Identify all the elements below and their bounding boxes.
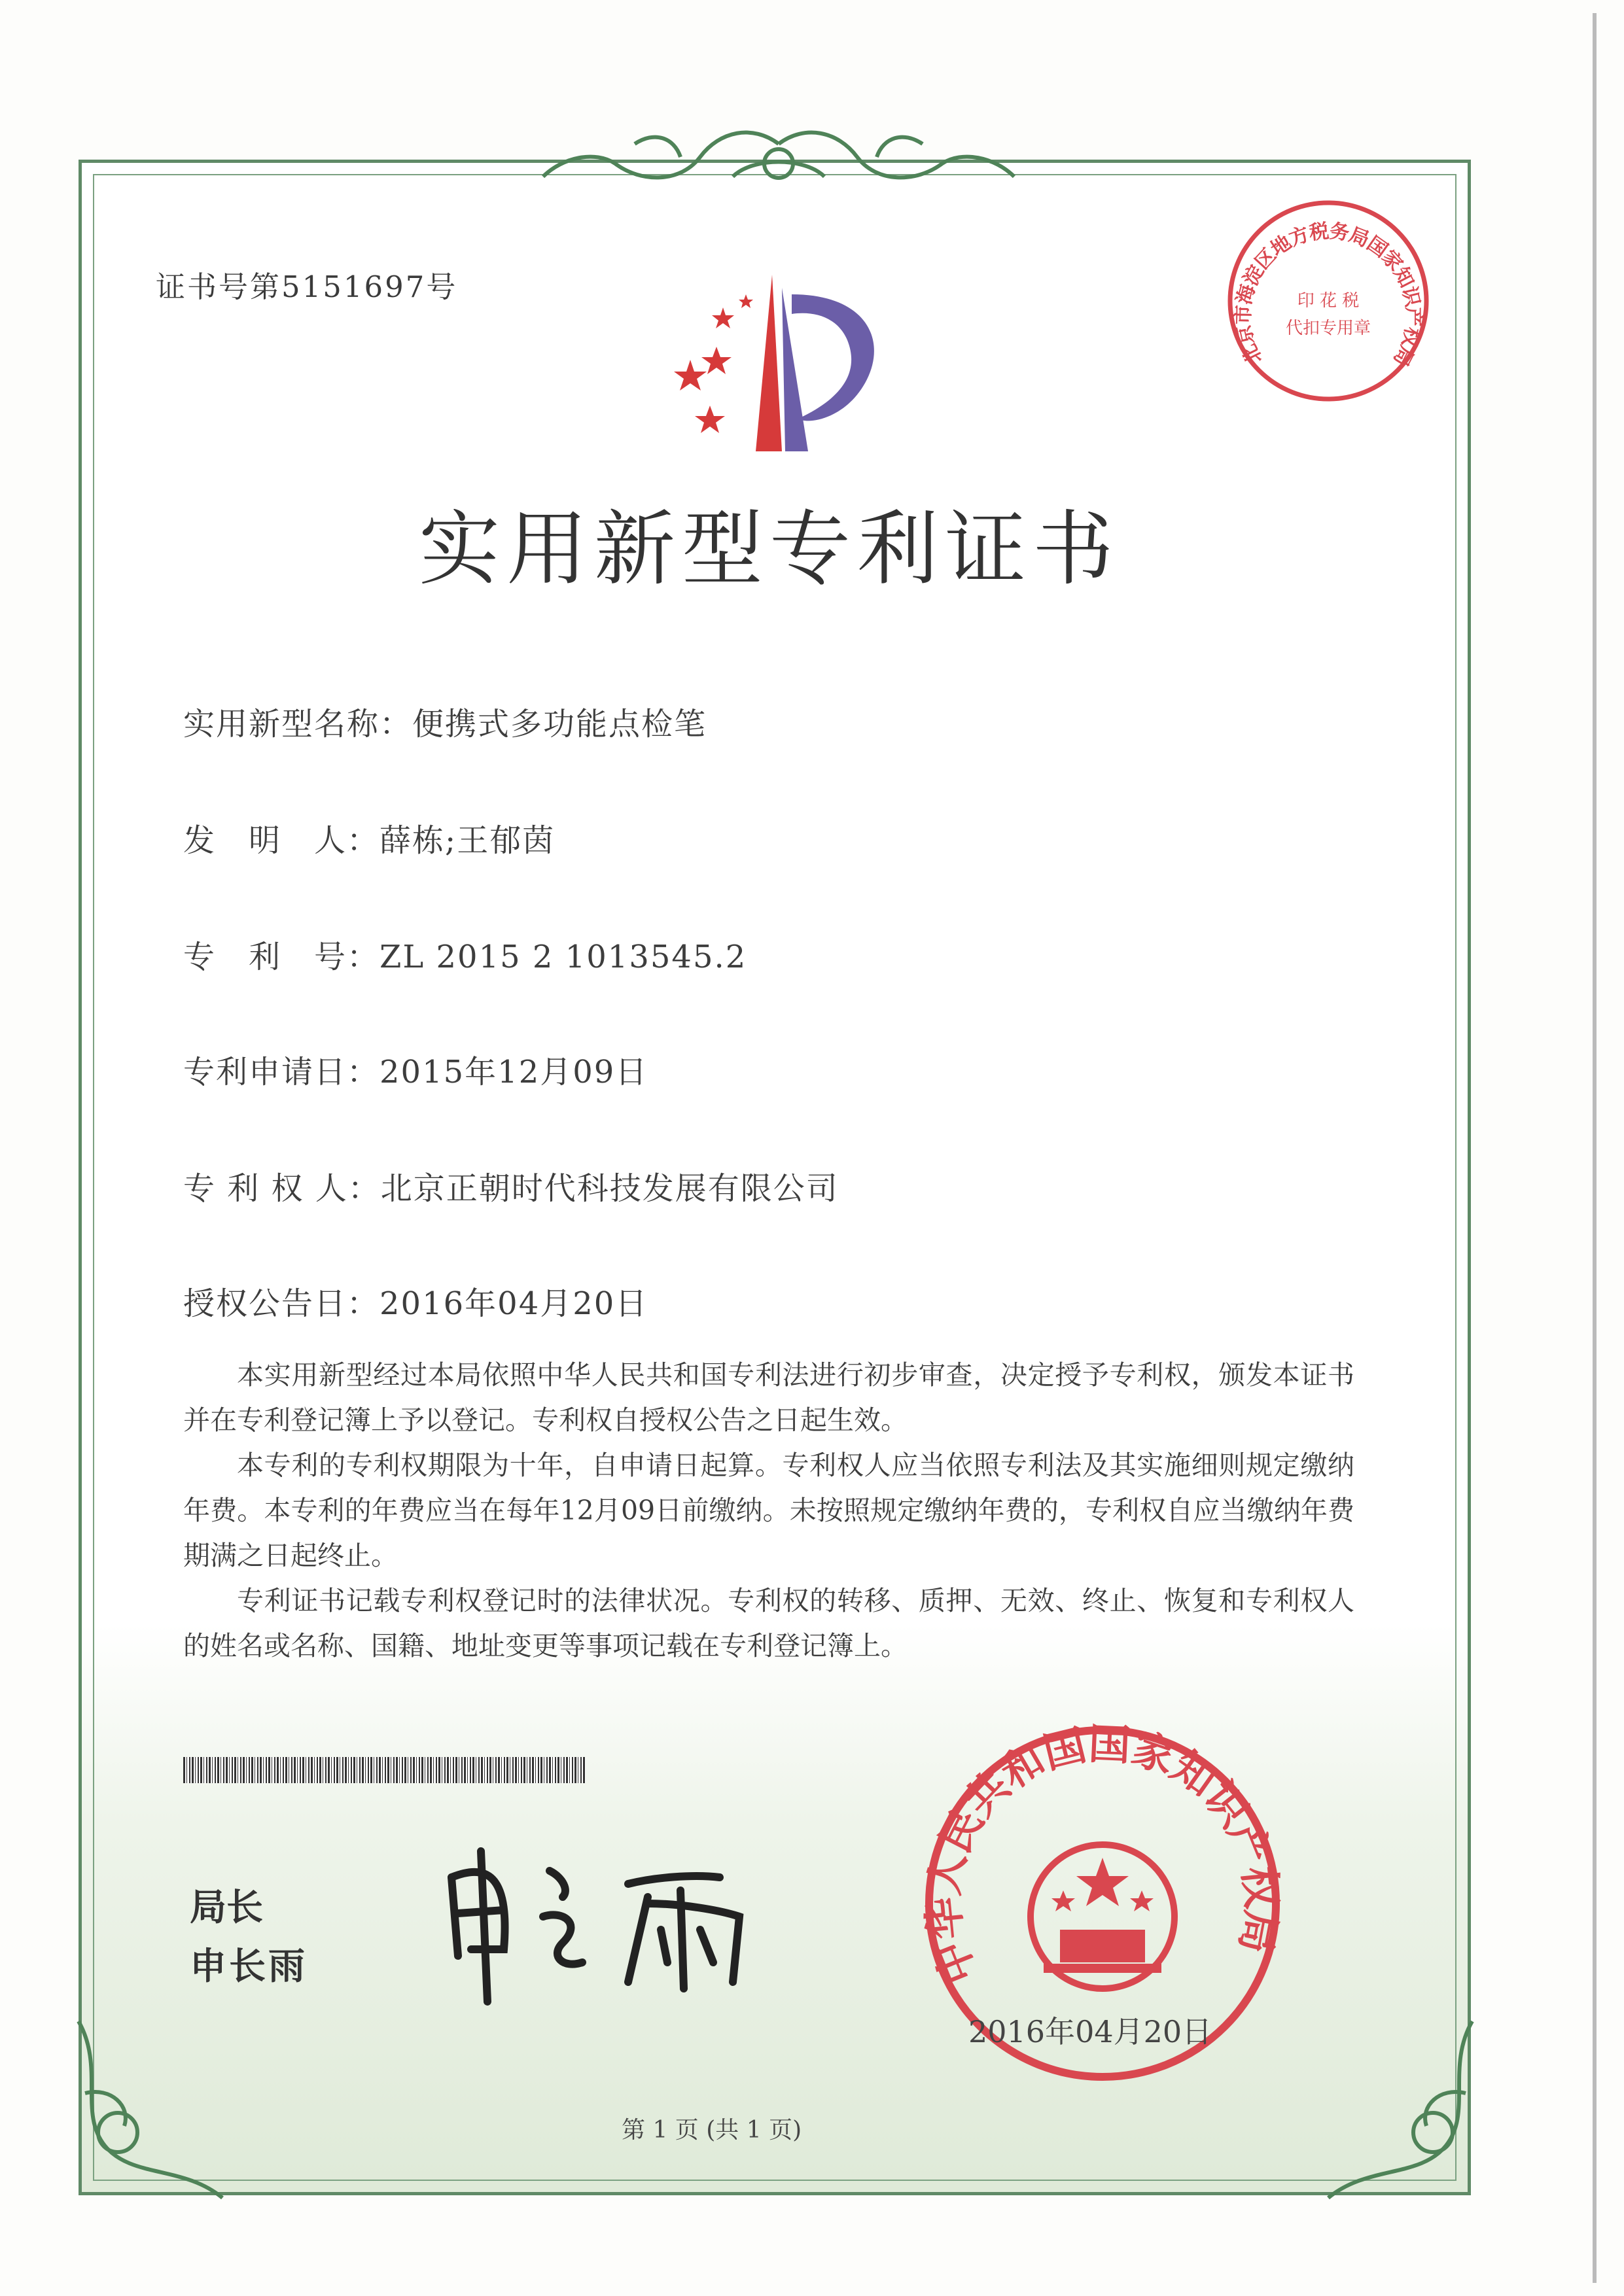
field-label: 专利申请日： bbox=[183, 1054, 380, 1090]
field-value: 薛栋;王郁茵 bbox=[380, 822, 556, 859]
field-grant-date bbox=[183, 1278, 648, 1323]
stamp-ring-text: 北京市海淀区地方税务局国家知识产权局 bbox=[1231, 219, 1425, 370]
national-emblem-icon bbox=[1031, 1845, 1174, 1989]
field-label: 专 利 权 人： bbox=[183, 1170, 381, 1207]
field-label: 专 利 号： bbox=[183, 939, 380, 975]
stamp-center-line1: 印 花 税 bbox=[1297, 291, 1360, 311]
seal-ring-text: 中华人民共和国国家知识产权局 bbox=[919, 1720, 1286, 1991]
notice-paragraph: 专利证书记载专利权登记时的法律状况。专利权的转移、质押、无效、终止、恢复和专利权人的姓名或名称、国籍、地址变更等事项记载在专利登记簿上。 bbox=[183, 1585, 1354, 1661]
handwritten-signature bbox=[432, 1838, 785, 2008]
field-label: 授权公告日： bbox=[183, 1285, 380, 1322]
field-application-date bbox=[183, 1047, 648, 1092]
field-value: ZL 2015 2 1013545.2 bbox=[380, 939, 747, 975]
field-value: 2015年12月09日 bbox=[380, 1054, 648, 1090]
field-utility-model-name bbox=[183, 699, 707, 744]
certificate-number: 证书号第5151697号 bbox=[156, 270, 458, 304]
scan-edge bbox=[1593, 13, 1597, 2283]
barcode bbox=[183, 1757, 586, 1783]
field-inventors bbox=[183, 815, 555, 860]
field-value: 便携式多功能点检笔 bbox=[412, 706, 707, 742]
corner-ornament-right bbox=[1315, 2015, 1485, 2211]
field-value: 北京正朝时代科技发展有限公司 bbox=[380, 1170, 839, 1207]
signatory-name: 申长雨 bbox=[190, 1945, 308, 1988]
certificate-title: 实用新型专利证书 bbox=[419, 502, 1121, 597]
signatory-title: 局长 bbox=[190, 1887, 263, 1929]
notice-paragraph: 本实用新型经过本局依照中华人民共和国专利法进行初步审查，决定授予专利权，颁发本证书并在专利登记簿上予以登记。专利权自授权公告之日起生效。 bbox=[183, 1359, 1354, 1436]
corner-ornament-left bbox=[65, 2015, 236, 2211]
field-label: 发 明 人： bbox=[183, 822, 380, 859]
top-ornament bbox=[537, 118, 1021, 203]
cnipa-logo bbox=[651, 268, 900, 458]
seal-date: 2016年04月20日 bbox=[968, 2014, 1212, 2049]
stamp-center-line2: 代扣专用章 bbox=[1285, 319, 1371, 338]
notice-paragraph: 本专利的专利权期限为十年，自申请日起算。专利权人应当依照专利法及其实施细则规定缴纳年费。本专利的年费应当在每年12月09日前缴纳。未按照规定缴纳年费的，专利权自应当缴纳年费期满之日起终止。 bbox=[183, 1450, 1354, 1571]
page-footer: 第 1 页 (共 1 页) bbox=[622, 2117, 802, 2144]
field-patent-number bbox=[183, 931, 747, 977]
field-label: 实用新型名称： bbox=[183, 706, 413, 742]
field-value: 2016年04月20日 bbox=[380, 1285, 648, 1322]
stamp-duty-seal bbox=[1224, 196, 1433, 406]
legal-notice bbox=[183, 1353, 1354, 1669]
field-patentee bbox=[183, 1163, 839, 1208]
